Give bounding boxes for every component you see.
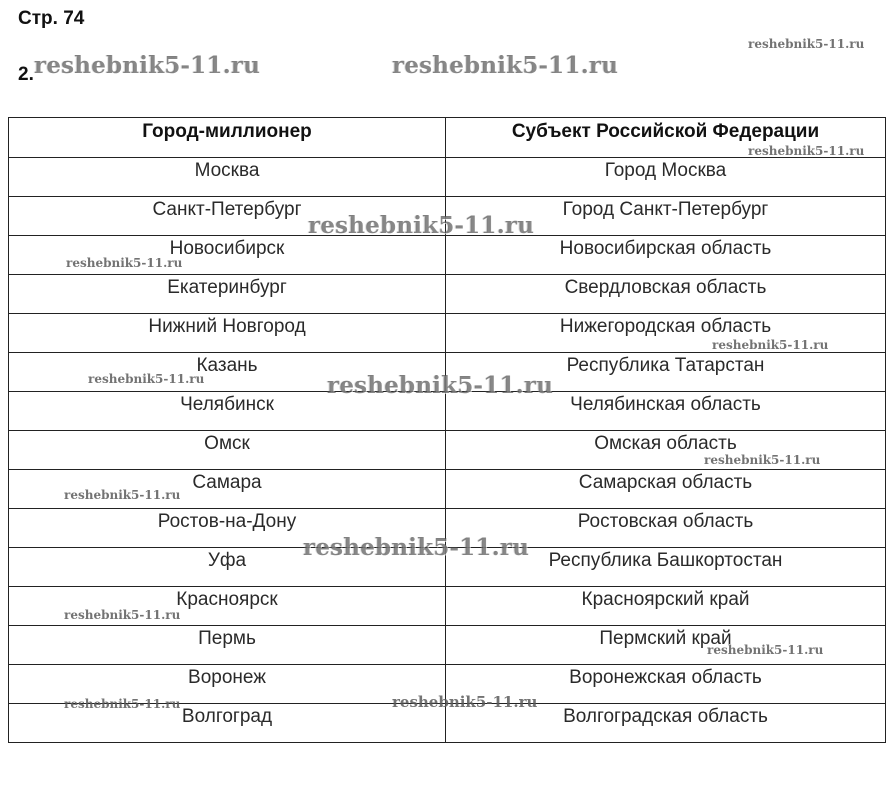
city-cell: Санкт-Петербург — [9, 197, 446, 236]
page-title: Стр. 74 — [18, 8, 85, 29]
watermark: reshebnik5-11.ru — [64, 697, 181, 711]
table-row — [9, 665, 886, 704]
city-cell: Екатеринбург — [9, 275, 446, 314]
watermark: reshebnik5-11.ru — [704, 453, 821, 467]
city-cell: Казань — [9, 353, 446, 392]
table-row — [9, 275, 886, 314]
watermark: reshebnik5-11.ru — [748, 37, 865, 51]
table-row — [9, 626, 886, 665]
city-cell: Воронеж — [9, 665, 446, 704]
subject-cell: Волгоградская область — [446, 704, 886, 743]
table-row — [9, 509, 886, 548]
table-row — [9, 548, 886, 587]
watermark: reshebnik5-11.ru — [66, 256, 183, 270]
watermark: reshebnik5-11.ru — [34, 52, 261, 79]
subject-cell: Новосибирская область — [446, 236, 886, 275]
watermark: reshebnik5-11.ru — [303, 534, 530, 561]
watermark: reshebnik5-11.ru — [392, 52, 619, 79]
city-cell: Омск — [9, 431, 446, 470]
table-row — [9, 431, 886, 470]
answer-table — [8, 117, 886, 743]
table-header-row — [9, 118, 886, 158]
table-row — [9, 470, 886, 509]
table-row — [9, 353, 886, 392]
subject-cell: Самарская область — [446, 470, 886, 509]
subject-cell: Город Москва — [446, 158, 886, 197]
subject-cell: Ростовская область — [446, 509, 886, 548]
city-cell: Уфа — [9, 548, 446, 587]
watermark: reshebnik5-11.ru — [712, 338, 829, 352]
subject-cell: Челябинская область — [446, 392, 886, 431]
table-row — [9, 197, 886, 236]
subject-cell: Город Санкт-Петербург — [446, 197, 886, 236]
city-cell: Москва — [9, 158, 446, 197]
watermark: reshebnik5-11.ru — [707, 643, 824, 657]
subject-cell: Пермский край — [446, 626, 886, 665]
city-cell: Челябинск — [9, 392, 446, 431]
subject-cell: Республика Татарстан — [446, 353, 886, 392]
table-row — [9, 392, 886, 431]
subject-cell: Омская область — [446, 431, 886, 470]
table-row — [9, 587, 886, 626]
city-cell: Самара — [9, 470, 446, 509]
watermark: reshebnik5-11.ru — [392, 693, 538, 711]
city-cell: Волгоград — [9, 704, 446, 743]
table-row — [9, 314, 886, 353]
table-row — [9, 704, 886, 743]
column-header-city: Город-миллионер — [9, 118, 446, 158]
subject-cell: Нижегородская область — [446, 314, 886, 353]
watermark: reshebnik5-11.ru — [64, 608, 181, 622]
watermark: reshebnik5-11.ru — [88, 372, 205, 386]
subject-cell: Красноярский край — [446, 587, 886, 626]
table-row — [9, 236, 886, 275]
subject-cell: Воронежская область — [446, 665, 886, 704]
watermark: reshebnik5-11.ru — [308, 212, 535, 239]
watermark: reshebnik5-11.ru — [64, 488, 181, 502]
city-cell: Новосибирск — [9, 236, 446, 275]
task-number: 2. — [18, 64, 34, 85]
column-header-subject: Субъект Российской Федерации — [446, 118, 886, 158]
subject-cell: Свердловская область — [446, 275, 886, 314]
city-cell: Ростов-на-Дону — [9, 509, 446, 548]
city-cell: Пермь — [9, 626, 446, 665]
city-cell: Красноярск — [9, 587, 446, 626]
table-row — [9, 158, 886, 197]
city-cell: Нижний Новгород — [9, 314, 446, 353]
subject-cell: Республика Башкортостан — [446, 548, 886, 587]
watermark: reshebnik5-11.ru — [748, 144, 865, 158]
watermark: reshebnik5-11.ru — [327, 372, 554, 399]
